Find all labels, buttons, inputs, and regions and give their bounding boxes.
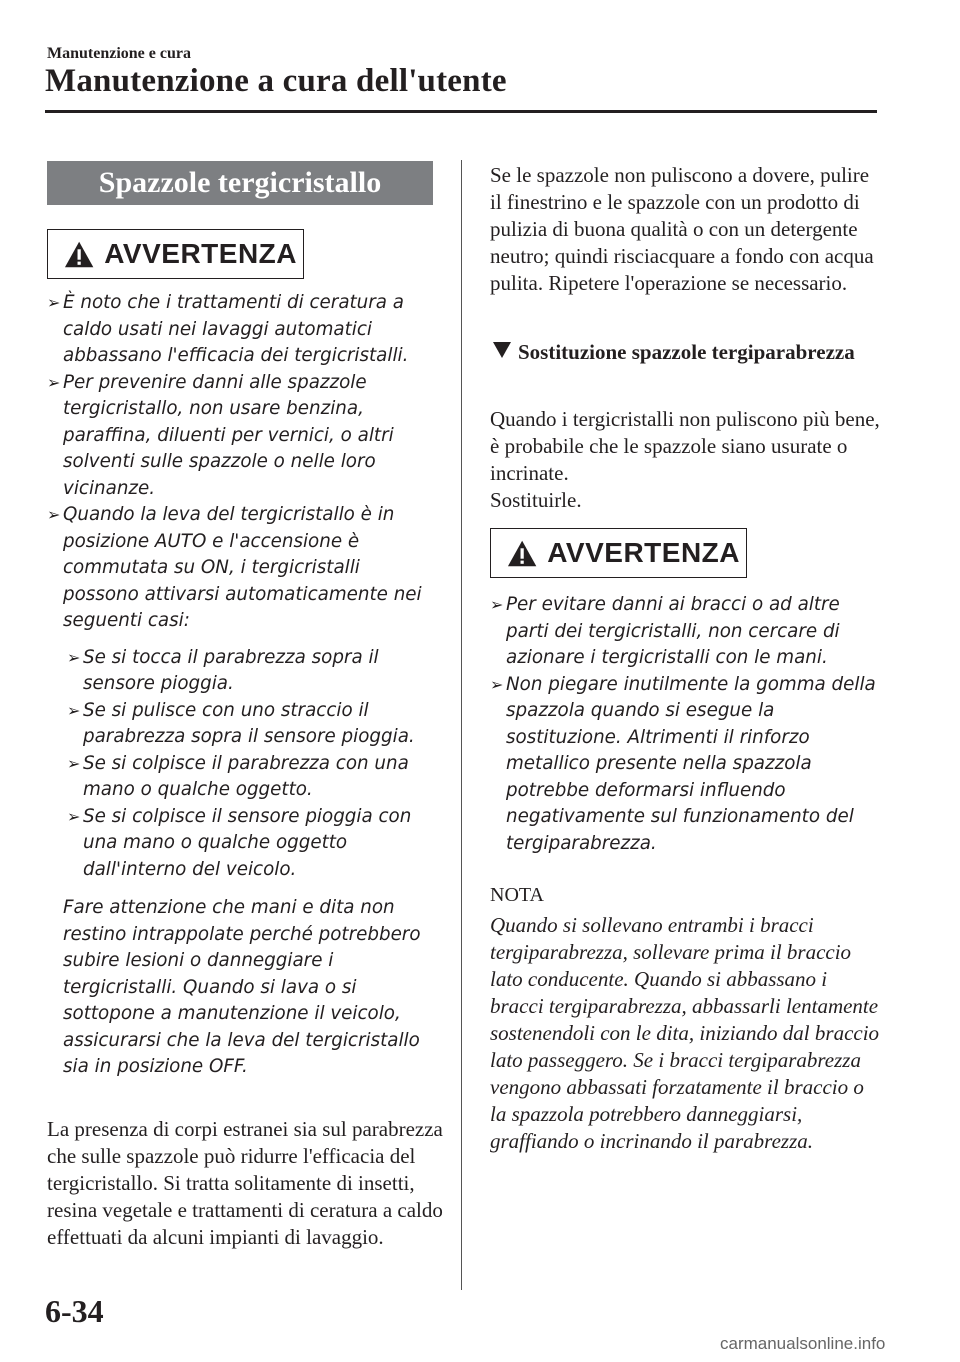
bullet-arrow-icon: ➢ <box>47 505 61 524</box>
page-number: 6-34 <box>45 1293 104 1329</box>
sub-warning-item: ➢ Se si colpisce il sensore pioggia con una mano o qualche oggetto dall'interno del veicolo. <box>67 805 412 880</box>
warning-item: ➢ È noto che i trattamenti di ceratura a caldo usati nei lavaggi automatici abbassano l'efficacia dei tergicristalli. <box>47 292 409 366</box>
warning-box <box>490 528 747 578</box>
bullet-arrow-icon: ➢ <box>67 647 81 667</box>
intro-paragraph: Se le spazzole non puliscono a dovere, pulire il finestrino e le spazzole con un prodotto di pulizia di buona qualità o con un detergente neutro; quindi risciacquare a fondo con acqua pulita. Ripetere l'operazione se necessario. <box>490 163 874 295</box>
sub-warning-list <box>67 645 435 884</box>
replace-paragraph: Quando i tergicristalli non puliscono più bene, è probabile che le spazzole siano usurate o incrinate. Sostituirle. <box>490 407 880 512</box>
bullet-arrow-icon: ➢ <box>47 293 61 312</box>
watermark: carmanualsonline.info <box>720 1334 886 1353</box>
bullet-arrow-icon: ➢ <box>490 674 504 694</box>
subheading: Sostituzione spazzole tergiparabrezza <box>492 338 872 366</box>
section-header: Manutenzione e cura <box>47 45 191 62</box>
warning-item: ➢ Non piegare inutilmente la gomma della spazzola quando si esegue la sostituzione. Altrimenti il rinforzo metallico presente nella spazzola potrebbe deformarsi influendo negativamente sul funzionamento del tergiparabrezza. <box>490 673 876 854</box>
warning-triangle-icon <box>507 539 537 568</box>
bullet-arrow-icon: ➢ <box>47 372 61 392</box>
sub-warning-item: ➢ Se si colpisce il parabrezza con una mano o qualche oggetto. <box>67 752 409 800</box>
nota-text: Quando si sollevano entrambi i bracci tergiparabrezza, sollevare prima il braccio lato conducente. Quando si abbassano i bracci tergiparabrezza, abbassarli lentamente sostenendoli con le dita, iniziando dal braccio lato passeggero. Se i bracci tergiparabrezza vengono abbassati forzatamente il braccio o la spazzola potrebbero danneggiarsi, graffiando o incrinando il parabrezza. <box>490 913 880 1153</box>
header-rule <box>45 110 877 113</box>
warning-note: Fare attenzione che mani e dita non restino intrappolate perché potrebbero subire lesioni o danneggiare i tergicristalli. Quando si lava o si sottopone a manutenzione il veicolo, assicurarsi che la leva del tergicristallo sia in posizione OFF. <box>63 897 421 1077</box>
warning-item: ➢ Per prevenire danni alle spazzole tergicristallo, non usare benzina, paraffina, diluenti per vernici, o altri solventi sulle spazzole o nelle loro vicinanze. <box>47 371 394 499</box>
body-paragraph: La presenza di corpi estranei sia sul parabrezza che sulle spazzole può ridurre l'efficacia del tergicristallo. Si tratta solitamente di insetti, resina vegetale e trattamenti di ceratura a caldo effettuati da alcuni impianti di lavaggio. <box>47 1117 443 1249</box>
bullet-arrow-icon: ➢ <box>67 700 81 720</box>
chapter-title: Manutenzione a cura dell'utente <box>45 63 507 99</box>
column-divider <box>461 160 462 1290</box>
warning-label: AVVERTENZA <box>547 537 740 568</box>
bullet-arrow-icon: ➢ <box>67 806 81 826</box>
bullet-arrow-icon: ➢ <box>67 753 81 773</box>
nota-label: NOTA <box>490 884 544 906</box>
bullet-arrow-icon: ➢ <box>490 595 504 614</box>
section-title-banner: Spazzole tergicristallo <box>47 161 433 205</box>
sub-warning-item: ➢ Se si tocca il parabrezza sopra il sensore pioggia. <box>67 646 379 694</box>
sub-warning-item: ➢ Se si pulisce con uno straccio il parabrezza sopra il sensore pioggia. <box>67 699 415 747</box>
warning-list <box>47 290 435 1099</box>
warning-item: ➢ Per evitare danni ai bracci o ad altre parti dei tergicristalli, non cercare di azionare i tergicristalli con le mani. <box>490 594 840 668</box>
triangle-marker-icon <box>492 341 512 359</box>
warning-label: AVVERTENZA <box>104 238 297 269</box>
warning-item: ➢ Quando la leva del tergicristallo è in posizione AUTO e l'accensione è commutata su ON, i tergicristalli possono attivarsi automaticamente nei seguenti casi: <box>47 504 422 631</box>
warning-box <box>47 229 304 279</box>
warning-triangle-icon <box>64 240 94 269</box>
warning-list <box>490 592 880 857</box>
